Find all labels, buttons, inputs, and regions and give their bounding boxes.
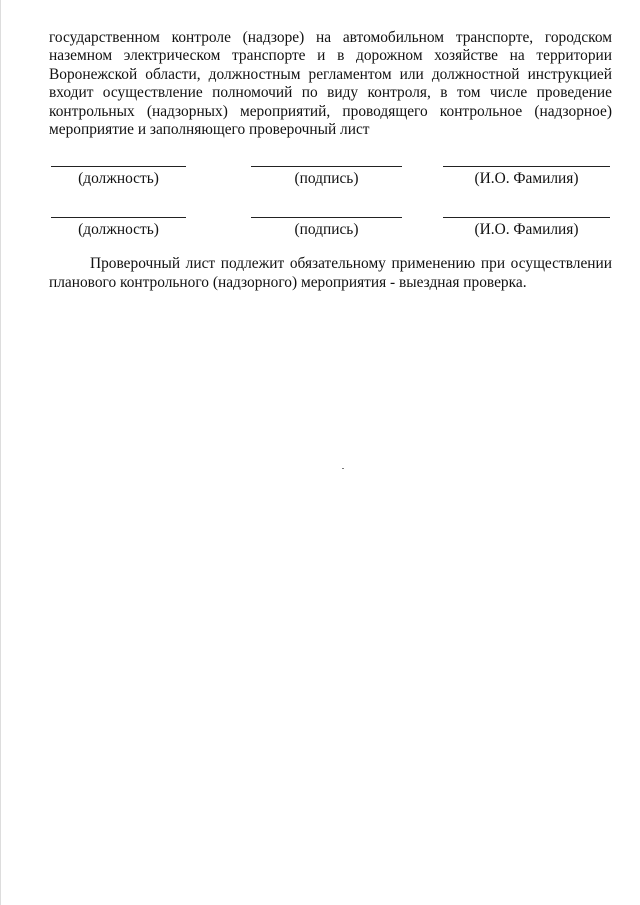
signature-caption: (подпись) [294, 221, 359, 238]
signature-field [251, 166, 402, 188]
position-line [51, 166, 186, 167]
name-field [443, 217, 610, 239]
position-caption: (должность) [78, 221, 159, 238]
signature-caption: (подпись) [294, 170, 359, 187]
signature-row [0, 217, 640, 247]
name-caption: (И.О. Фамилия) [474, 221, 579, 238]
scan-edge [0, 0, 1, 905]
intro-paragraph: государственном контроле (надзоре) на автомобильном транспорте, городском наземном электрическом транспорте и в дорожном хозяйстве на территории Воронежской области, должностным регламентом или должностной инструкцией входит осуществление полномочий по виду контроля, в том числе проведение контрольных (надзорных) мероприятий, проводящего контрольное (надзорное) мероприятие и заполняющего проверочный лист [49, 29, 612, 139]
closing-paragraph: Проверочный лист подлежит обязательному применению при осуществлении планового контрольного (надзорного) мероприятия - выездная проверка. [49, 255, 612, 291]
name-field [443, 166, 610, 188]
signature-line [251, 217, 402, 218]
name-caption: (И.О. Фамилия) [474, 170, 579, 187]
scan-speck [342, 468, 344, 469]
position-field [51, 166, 186, 188]
position-line [51, 217, 186, 218]
signature-line [251, 166, 402, 167]
name-line [443, 166, 610, 167]
signature-field [251, 217, 402, 239]
position-field [51, 217, 186, 239]
name-line [443, 217, 610, 218]
signature-row [0, 166, 640, 196]
position-caption: (должность) [78, 170, 159, 187]
